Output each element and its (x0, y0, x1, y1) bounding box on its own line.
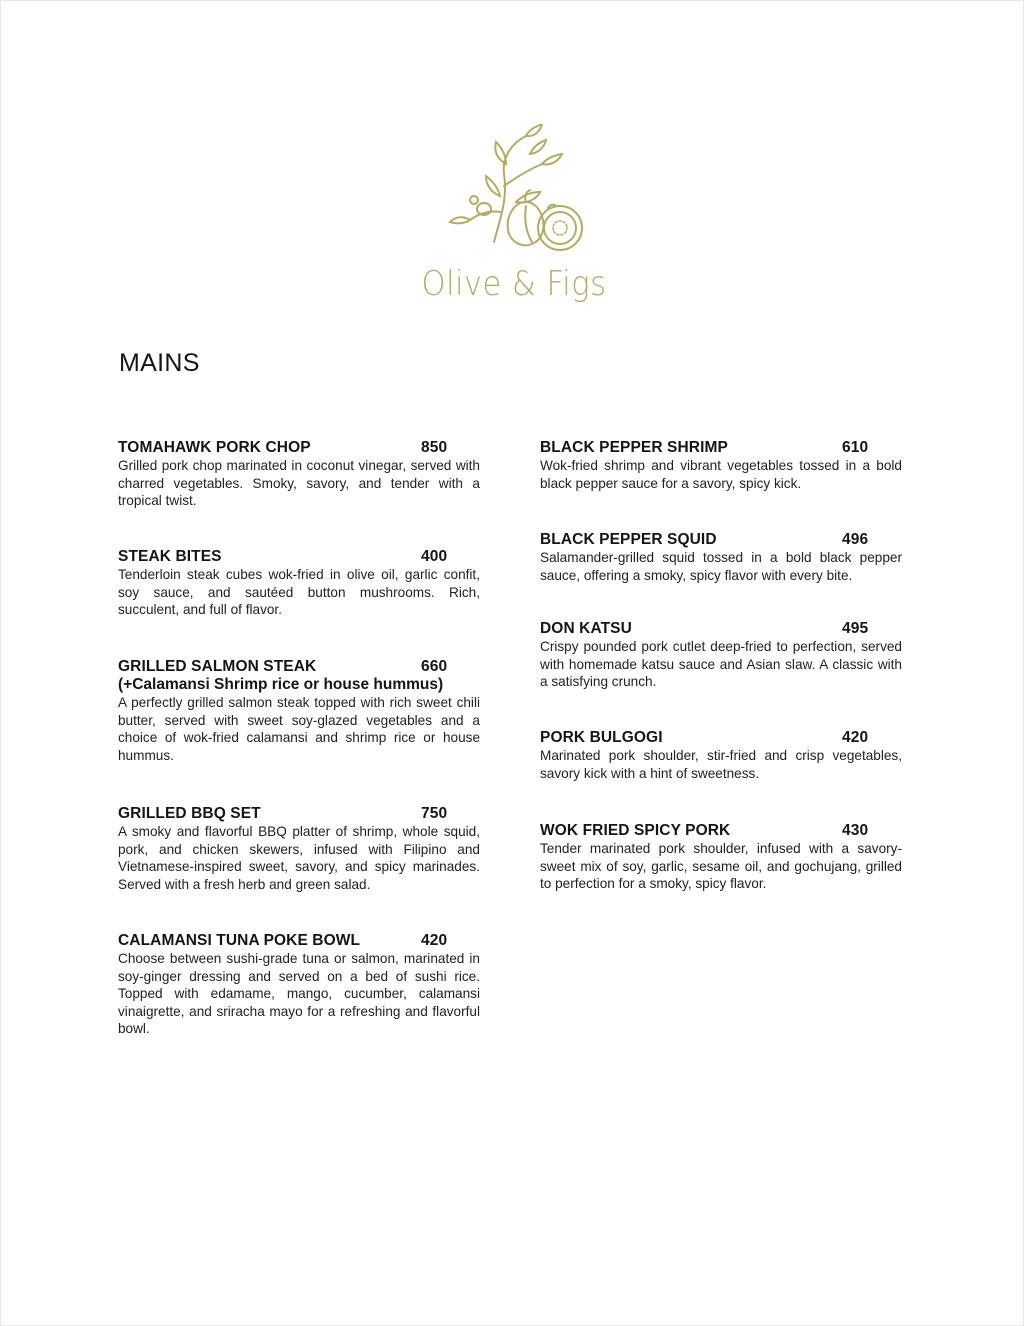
item-description: Wok-fried shrimp and vibrant vegetables tossed in a bold black pepper sauce for a savory, spicy kick. (540, 458, 902, 491)
item-description: Salamander-grilled squid tossed in a bold black pepper sauce, offering a smoky, spicy flavor with every bite. (540, 550, 902, 583)
menu-item (118, 804, 480, 893)
item-description: Crispy pounded pork cutlet deep-fried to perfection, served with homemade katsu sauce and Asian slaw. A classic with a satisfying crunch. (540, 639, 902, 690)
item-name: STEAK BITES (118, 548, 222, 565)
item-description: Marinated pork shoulder, stir-fried and crisp vegetables, savory kick with a hint of sweetness. (540, 748, 902, 781)
item-description: A perfectly grilled salmon steak topped with rich sweet chili butter, served with sweet soy-glazed vegetables and a choice of wok-fried calamansi and shrimp rice or house hummus. (118, 695, 480, 763)
item-name: PORK BULGOGI (540, 729, 663, 746)
item-price: 430 (842, 822, 869, 839)
item-price: 660 (421, 658, 448, 675)
item-price: 400 (421, 548, 448, 565)
brand-logo (404, 124, 624, 314)
olive-fig-branch-icon (430, 124, 600, 254)
menu-item (540, 530, 902, 584)
menu-item (118, 931, 480, 1038)
menu-item (118, 438, 480, 510)
item-description: Grilled pork chop marinated in coconut vinegar, served with charred vegetables. Smoky, savory, and tender with a tropical twist. (118, 458, 480, 509)
menu-item (540, 438, 902, 492)
item-description: Choose between sushi-grade tuna or salmon, marinated in soy-ginger dressing and served on a bed of sushi rice. Topped with edamame, mango, cucumber, calamansi vinaigrette, and sriracha mayo for a refreshing and flavorful bowl. (118, 951, 480, 1037)
brand-name: Olive & Figs (421, 264, 607, 304)
item-name: CALAMANSI TUNA POKE BOWL (118, 932, 361, 949)
item-price: 420 (421, 932, 448, 949)
menu-item (540, 619, 902, 691)
item-description: A smoky and flavorful BBQ platter of shrimp, whole squid, pork, and chicken skewers, infused with Filipino and Vietnamese-inspired sweet, savory, and spicy marinades. Served with a fresh herb and green salad. (118, 824, 480, 892)
item-name: DON KATSU (540, 620, 632, 637)
item-name: BLACK PEPPER SHRIMP (540, 439, 728, 456)
item-price: 496 (842, 531, 869, 548)
item-subtitle: (+Calamansi Shrimp rice or house hummus) (118, 676, 444, 693)
item-price: 495 (842, 620, 869, 637)
menu-item (540, 728, 902, 782)
item-name: TOMAHAWK PORK CHOP (118, 439, 311, 456)
item-price: 420 (842, 729, 869, 746)
menu-item (118, 657, 480, 764)
item-description: Tender marinated pork shoulder, infused with a savory-sweet mix of soy, garlic, sesame oil, and gochujang, grilled to perfection for a smoky, spicy flavor. (540, 841, 902, 892)
item-price: 610 (842, 439, 869, 456)
item-description: Tenderloin steak cubes wok-fried in olive oil, garlic confit, soy sauce, and sautéed button mushrooms. Rich, succulent, and full of flavor. (118, 567, 480, 618)
item-name: WOK FRIED SPICY PORK (540, 822, 731, 839)
item-name: GRILLED SALMON STEAK (118, 658, 317, 675)
menu-item (118, 547, 480, 619)
item-price: 850 (421, 439, 448, 456)
item-price: 750 (421, 805, 448, 822)
item-name: BLACK PEPPER SQUID (540, 531, 717, 548)
item-name: GRILLED BBQ SET (118, 805, 261, 822)
menu-item (540, 821, 902, 893)
section-title: MAINS (119, 349, 200, 377)
